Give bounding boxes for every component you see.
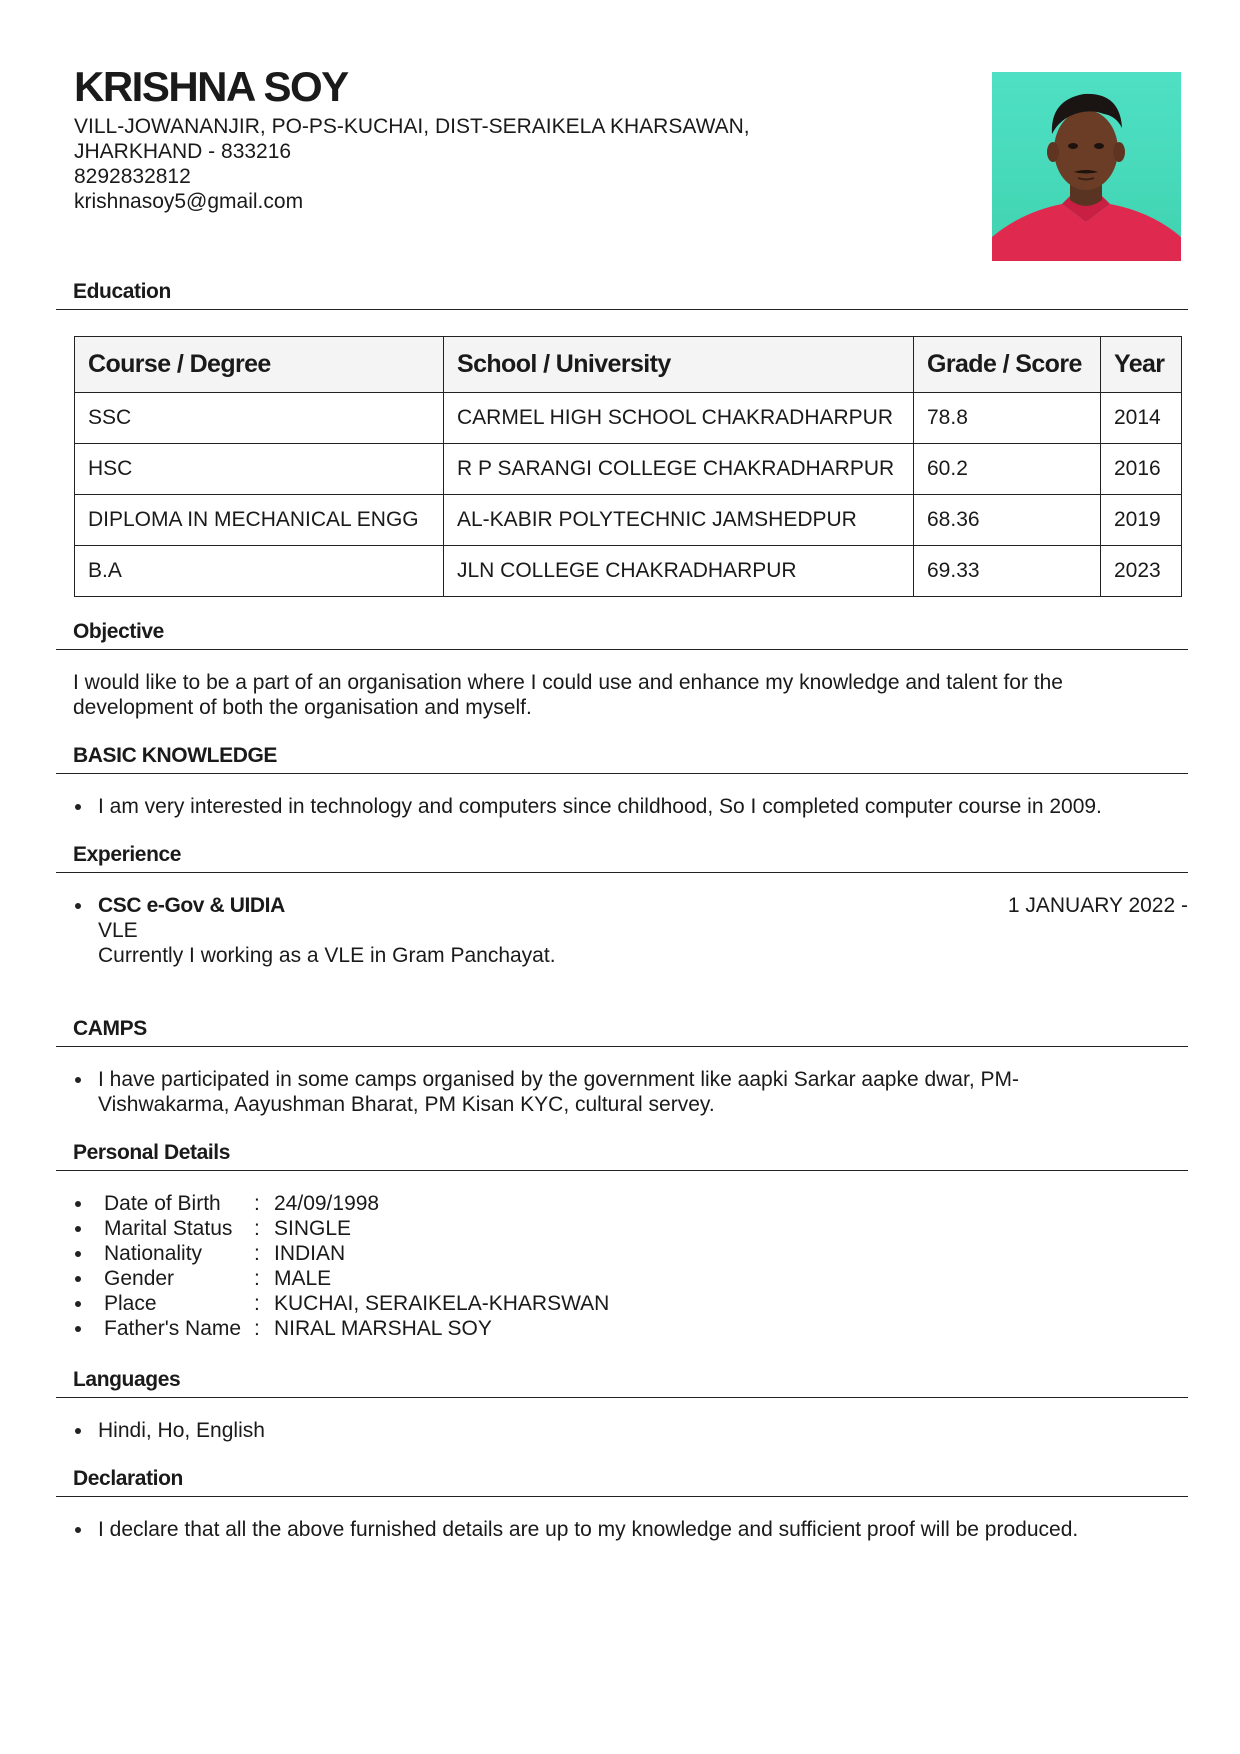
languages-list xyxy=(56,1418,1188,1443)
detail-label: Place xyxy=(104,1292,157,1315)
basic-knowledge-list xyxy=(56,794,1188,819)
detail-value: SINGLE xyxy=(274,1217,352,1240)
table-cell: DIPLOMA IN MECHANICAL ENGG xyxy=(75,495,444,546)
camps-section xyxy=(56,1016,1188,1117)
education-section xyxy=(56,279,1188,310)
table-cell: 2014 xyxy=(1101,393,1182,444)
list-item: Hindi, Ho, English xyxy=(56,1418,1188,1443)
detail-value: KUCHAI, SERAIKELA-KHARSWAN xyxy=(274,1292,610,1315)
personal-detail-item: Nationality : INDIAN xyxy=(56,1241,1188,1266)
declaration-heading: Declaration xyxy=(56,1466,1188,1497)
experience-section xyxy=(56,842,1188,968)
table-cell: 2023 xyxy=(1101,546,1182,597)
profile-photo xyxy=(992,72,1181,261)
personal-detail-item: Father's Name : NIRAL MARSHAL SOY xyxy=(56,1316,1188,1341)
list-item: I declare that all the above furnished details are up to my knowledge and sufficient proof will be produced. xyxy=(56,1517,1188,1542)
experience-company: CSC e-Gov & UIDIA xyxy=(98,894,285,917)
education-heading: Education xyxy=(56,279,1188,310)
experience-item xyxy=(56,893,1188,968)
detail-label: Nationality xyxy=(104,1242,203,1265)
table-cell: 68.36 xyxy=(914,495,1101,546)
detail-label: Father's Name xyxy=(104,1317,242,1340)
objective-line-2: development of both the organisation and myself. xyxy=(73,696,532,719)
table-row xyxy=(75,444,1182,495)
experience-role: VLE xyxy=(98,919,138,942)
experience-date: 1 JANUARY 2022 - xyxy=(1007,894,1188,917)
table-row xyxy=(75,393,1182,444)
table-cell: CARMEL HIGH SCHOOL CHAKRADHARPUR xyxy=(444,393,914,444)
languages-heading: Languages xyxy=(56,1367,1188,1398)
education-table xyxy=(74,336,1182,597)
personal-detail-item: Gender : MALE xyxy=(56,1266,1188,1291)
phone-number: 8292832812 xyxy=(74,165,191,188)
table-cell: 69.33 xyxy=(914,546,1101,597)
detail-value: INDIAN xyxy=(274,1242,346,1265)
table-row xyxy=(75,495,1182,546)
email-address: krishnasoy5@gmail.com xyxy=(74,190,304,213)
personal-details-section xyxy=(56,1140,1188,1341)
column-header-school: School / University xyxy=(444,337,914,393)
address-line-2: JHARKHAND - 833216 xyxy=(74,140,292,163)
experience-list xyxy=(56,893,1188,968)
list-item xyxy=(56,1067,1188,1117)
table-cell: 60.2 xyxy=(914,444,1101,495)
basic-knowledge-section xyxy=(56,743,1188,819)
detail-label: Marital Status xyxy=(104,1217,233,1240)
detail-value: MALE xyxy=(274,1267,332,1290)
detail-value: NIRAL MARSHAL SOY xyxy=(274,1317,492,1340)
detail-label: Gender xyxy=(104,1267,175,1290)
table-cell: 2019 xyxy=(1101,495,1182,546)
table-cell: B.A xyxy=(75,546,444,597)
camps-list xyxy=(56,1067,1188,1117)
personal-detail-item: Place : KUCHAI, SERAIKELA-KHARSWAN xyxy=(56,1291,1188,1316)
basic-knowledge-heading: BASIC KNOWLEDGE xyxy=(56,743,1188,774)
personal-details-list xyxy=(56,1191,1188,1341)
languages-section xyxy=(56,1367,1188,1443)
personal-detail-item: Marital Status : SINGLE xyxy=(56,1216,1188,1241)
profile-photo-illustration xyxy=(992,72,1181,261)
objective-text xyxy=(56,670,1188,720)
table-cell: JLN COLLEGE CHAKRADHARPUR xyxy=(444,546,914,597)
education-header-row xyxy=(75,337,1182,393)
candidate-name: KRISHNA SOY xyxy=(74,63,348,110)
experience-description: Currently I working as a VLE in Gram Panchayat. xyxy=(98,944,556,967)
table-row xyxy=(75,546,1182,597)
experience-heading: Experience xyxy=(56,842,1188,873)
table-cell: 2016 xyxy=(1101,444,1182,495)
detail-label: Date of Birth xyxy=(104,1192,221,1215)
camps-line-2: Vishwakarma, Aayushman Bharat, PM Kisan KYC, cultural servey. xyxy=(98,1093,715,1116)
address-line-1: VILL-JOWANANJIR, PO-PS-KUCHAI, DIST-SERAIKELA KHARSAWAN, xyxy=(74,115,750,138)
column-header-grade: Grade / Score xyxy=(914,337,1101,393)
objective-section xyxy=(56,619,1188,720)
resume-header xyxy=(74,62,974,214)
camps-line-1: I have participated in some camps organised by the government like aapki Sarkar aapke dwar, PM- xyxy=(98,1068,1019,1091)
column-header-course: Course / Degree xyxy=(75,337,444,393)
table-cell: SSC xyxy=(75,393,444,444)
table-cell: HSC xyxy=(75,444,444,495)
column-header-year: Year xyxy=(1101,337,1182,393)
personal-details-heading: Personal Details xyxy=(56,1140,1188,1171)
table-cell: AL-KABIR POLYTECHNIC JAMSHEDPUR xyxy=(444,495,914,546)
table-cell: 78.8 xyxy=(914,393,1101,444)
personal-detail-item: Date of Birth : 24/09/1998 xyxy=(56,1191,1188,1216)
table-cell: R P SARANGI COLLEGE CHAKRADHARPUR xyxy=(444,444,914,495)
objective-heading: Objective xyxy=(56,619,1188,650)
camps-heading: CAMPS xyxy=(56,1016,1188,1047)
declaration-section xyxy=(56,1466,1188,1542)
detail-value: 24/09/1998 xyxy=(274,1192,380,1215)
list-item: I am very interested in technology and computers since childhood, So I completed computer course in 2009. xyxy=(56,794,1188,819)
declaration-list xyxy=(56,1517,1188,1542)
objective-line-1: I would like to be a part of an organisation where I could use and enhance my knowledge and talent for the xyxy=(73,671,1063,694)
